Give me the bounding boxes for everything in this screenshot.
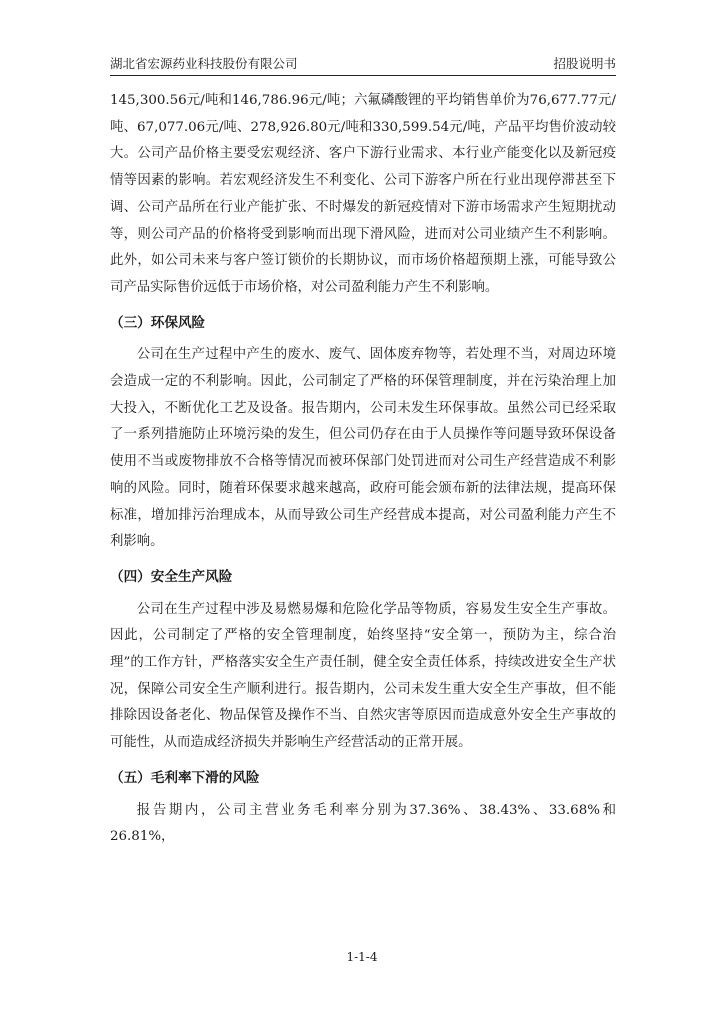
page-number: 1-1-4 bbox=[346, 950, 378, 964]
header-company-name: 湖北省宏源药业科技股份有限公司 bbox=[110, 56, 298, 71]
paragraph-price-risk: 145,300.56元/吨和146,786.96元/吨；六氟磷酸锂的平均销售单价为76,677.77元/吨、67,077.06元/吨、278,926.80元/吨和330,599.54元/吨，产品平均售价波动较大。公司产品价格主要受宏观经济、客户下游行业需求、本行业产能变化以及新冠疫情等因素的影响。若宏观经济发生不利变化、公司下游客户所在行业出现停滞甚至下调、公司产品所在行业产能扩张、不时爆发的新冠疫情对下游市场需求产生短期扰动等，则公司产品的价格将受到影响而出现下滑风险，进而对公司业绩产生不利影响。此外，如公司未来与客户签订锁价的长期协议，而市场价格超预期上涨，可能导致公司产品实际售价远低于市场价格，对公司盈利能力产生不利影响。 bbox=[110, 93, 616, 295]
document-body bbox=[110, 88, 616, 851]
heading-gross-margin-risk: （五）毛利率下滑的风险 bbox=[110, 769, 260, 786]
paragraph-gross-margin-risk: 报告期内，公司主营业务毛利率分别为37.36%、38.43%、33.68%和26.81%， bbox=[110, 802, 616, 845]
header-document-type: 招股说明书 bbox=[553, 56, 616, 71]
paragraph-safety-risk: 公司在生产过程中涉及易燃易爆和危险化学品等物质，容易发生安全生产事故。因此，公司制定了严格的安全管理制度，始终坚持“安全第一，预防为主，综合治理”的工作方针，严格落实安全生产责任制，健全安全责任体系，持续改进安全生产状况，保障公司安全生产顺利进行。报告期内，公司未发生重大安全生产事故，但不能排除因设备老化、物品保管及操作不当、自然灾害等原因而造成意外安全生产事故的可能性，从而造成经济损失并影响生产经营活动的正常开展。 bbox=[110, 601, 616, 751]
heading-safety-risk: （四）安全生产风险 bbox=[110, 568, 233, 585]
paragraph-environmental-risk: 公司在生产过程中产生的废水、废气、固体废弃物等，若处理不当，对周边环境会造成一定的不利影响。因此，公司制定了严格的环保管理制度，并在污染治理上加大投入，不断优化工艺及设备。报告期内，公司未发生环保事故。虽然公司已经采取了一系列措施防止环境污染的发生，但公司仍存在由于人员操作等问题导致环保设备使用不当或废物排放不合格等情况而被环保部门处罚进而对公司生产经营造成不利影响的风险。同时，随着环保要求越来越高，政府可能会颁布新的法律法规，提高环保标准，增加排污治理成本，从而导致公司生产经营成本提高，对公司盈利能力产生不利影响。 bbox=[110, 347, 616, 550]
page-header bbox=[110, 52, 616, 76]
heading-environmental-risk: （三）环保风险 bbox=[110, 314, 206, 331]
